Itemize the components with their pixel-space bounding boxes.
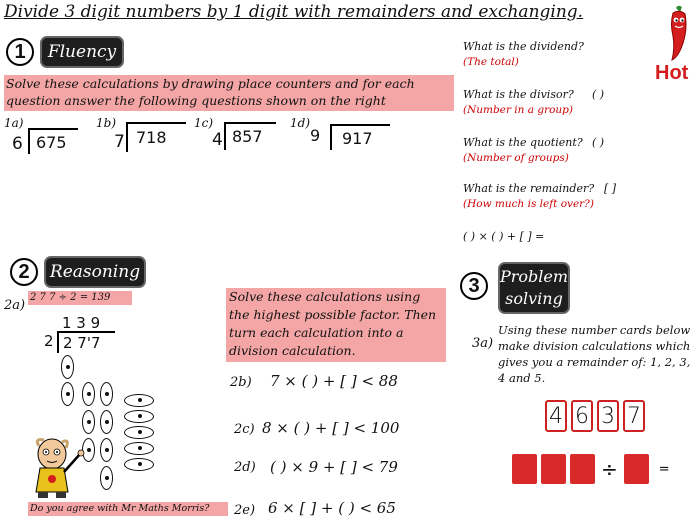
problem-1c-divisor: 4 [212, 130, 223, 150]
section-1-number: 1 [6, 38, 34, 66]
inequality-2c-label: 2c) [234, 422, 255, 437]
working-dividend: 2 7'7 [57, 331, 115, 353]
question-divisor: What is the divisor? [463, 88, 574, 101]
reasoning-heading: Reasoning [44, 256, 146, 288]
inequality-2d-label: 2d) [234, 460, 256, 475]
mr-maths-morris-icon [22, 432, 92, 502]
problem-solving-heading [498, 262, 570, 314]
bracket-divisor: ( ) [592, 88, 605, 101]
division-template [512, 454, 670, 484]
working-quotient: 1 3 9 [62, 314, 101, 332]
hint-remainder: (How much is left over?) [463, 198, 594, 210]
section-2-number: 2 [10, 258, 38, 286]
reasoning-calculation: 2 7 7 ÷ 2 = 139 [28, 291, 132, 305]
reasoning-label: 2a) [4, 298, 26, 313]
divisor-slot[interactable] [624, 454, 649, 484]
hint-divisor: (Number in a group) [463, 104, 573, 116]
problem-1b-label: 1b) [96, 116, 116, 130]
problem-1a-label: 1a) [4, 116, 24, 130]
problem-1c-label: 1c) [194, 116, 214, 130]
question-quotient: What is the quotient? [463, 136, 583, 149]
problem-1a-dividend: 675 [28, 128, 78, 154]
formula-line: ( ) × ( ) + [ ] = [463, 230, 545, 243]
reasoning-instruction: Solve these calculations using the highest possible factor. Then turn each calculation into a division calculation. [226, 288, 446, 362]
question-remainder: What is the remainder? [463, 182, 595, 195]
hint-dividend: (The total) [463, 56, 519, 68]
bracket-quotient: ( ) [592, 136, 605, 149]
inequality-2b-label: 2b) [230, 375, 252, 390]
fluency-heading: Fluency [40, 36, 124, 68]
problem-1d-label: 1d) [290, 116, 310, 130]
problem-1b-dividend: 718 [126, 122, 186, 152]
bracket-remainder: [ ] [604, 182, 617, 195]
fluency-instruction: Solve these calculations by drawing place counters and for each question answer the following questions shown on the right [4, 75, 454, 111]
number-card[interactable]: 3 [597, 400, 619, 432]
equals-sign: = [658, 461, 670, 477]
problem-1a-divisor: 6 [12, 134, 23, 154]
problem-1d-divisor: 9 [310, 126, 321, 145]
number-card[interactable]: 6 [571, 400, 593, 432]
dividend-slot[interactable] [570, 454, 595, 484]
problem-solving-heading-line2: solving [505, 289, 563, 308]
hint-quotient: (Number of groups) [463, 152, 569, 164]
inequality-2c: 8 × ( ) + [ ] < 100 [262, 419, 400, 437]
problem-solving-heading-line1: Problem [499, 267, 569, 286]
section-3-number: 3 [460, 272, 488, 300]
chilli-pepper-icon [664, 4, 692, 62]
number-card[interactable]: 7 [623, 400, 645, 432]
working-divisor: 2 [44, 332, 54, 350]
page-title: Divide 3 digit numbers by 1 digit with remainders and exchanging. [4, 2, 584, 22]
dividend-slot[interactable] [541, 454, 566, 484]
problem-3a-text: Using these number cards below make division calculations which gives you a remainder of: 1, 2, 3, 4 and 5. [498, 323, 691, 385]
number-card[interactable]: 4 [545, 400, 567, 432]
dividend-slot[interactable] [512, 454, 537, 484]
reasoning-question: Do you agree with Mr Maths Morris? [28, 502, 228, 516]
problem-1c-dividend: 857 [224, 122, 276, 150]
problem-3a-label: 3a) [472, 336, 494, 351]
problem-1d-dividend: 917 [330, 124, 390, 150]
problem-1b-divisor: 7 [114, 132, 125, 152]
inequality-2b: 7 × ( ) + [ ] < 88 [270, 372, 398, 390]
inequality-2e-label: 2e) [234, 503, 256, 518]
inequality-2d: ( ) × 9 + [ ] < 79 [270, 458, 398, 476]
divide-sign: ÷ [601, 457, 618, 481]
inequality-2e: 6 × [ ] + ( ) < 65 [268, 499, 396, 517]
hot-label: Hot [655, 62, 689, 84]
question-dividend: What is the dividend? [463, 40, 584, 53]
number-cards [545, 400, 645, 432]
